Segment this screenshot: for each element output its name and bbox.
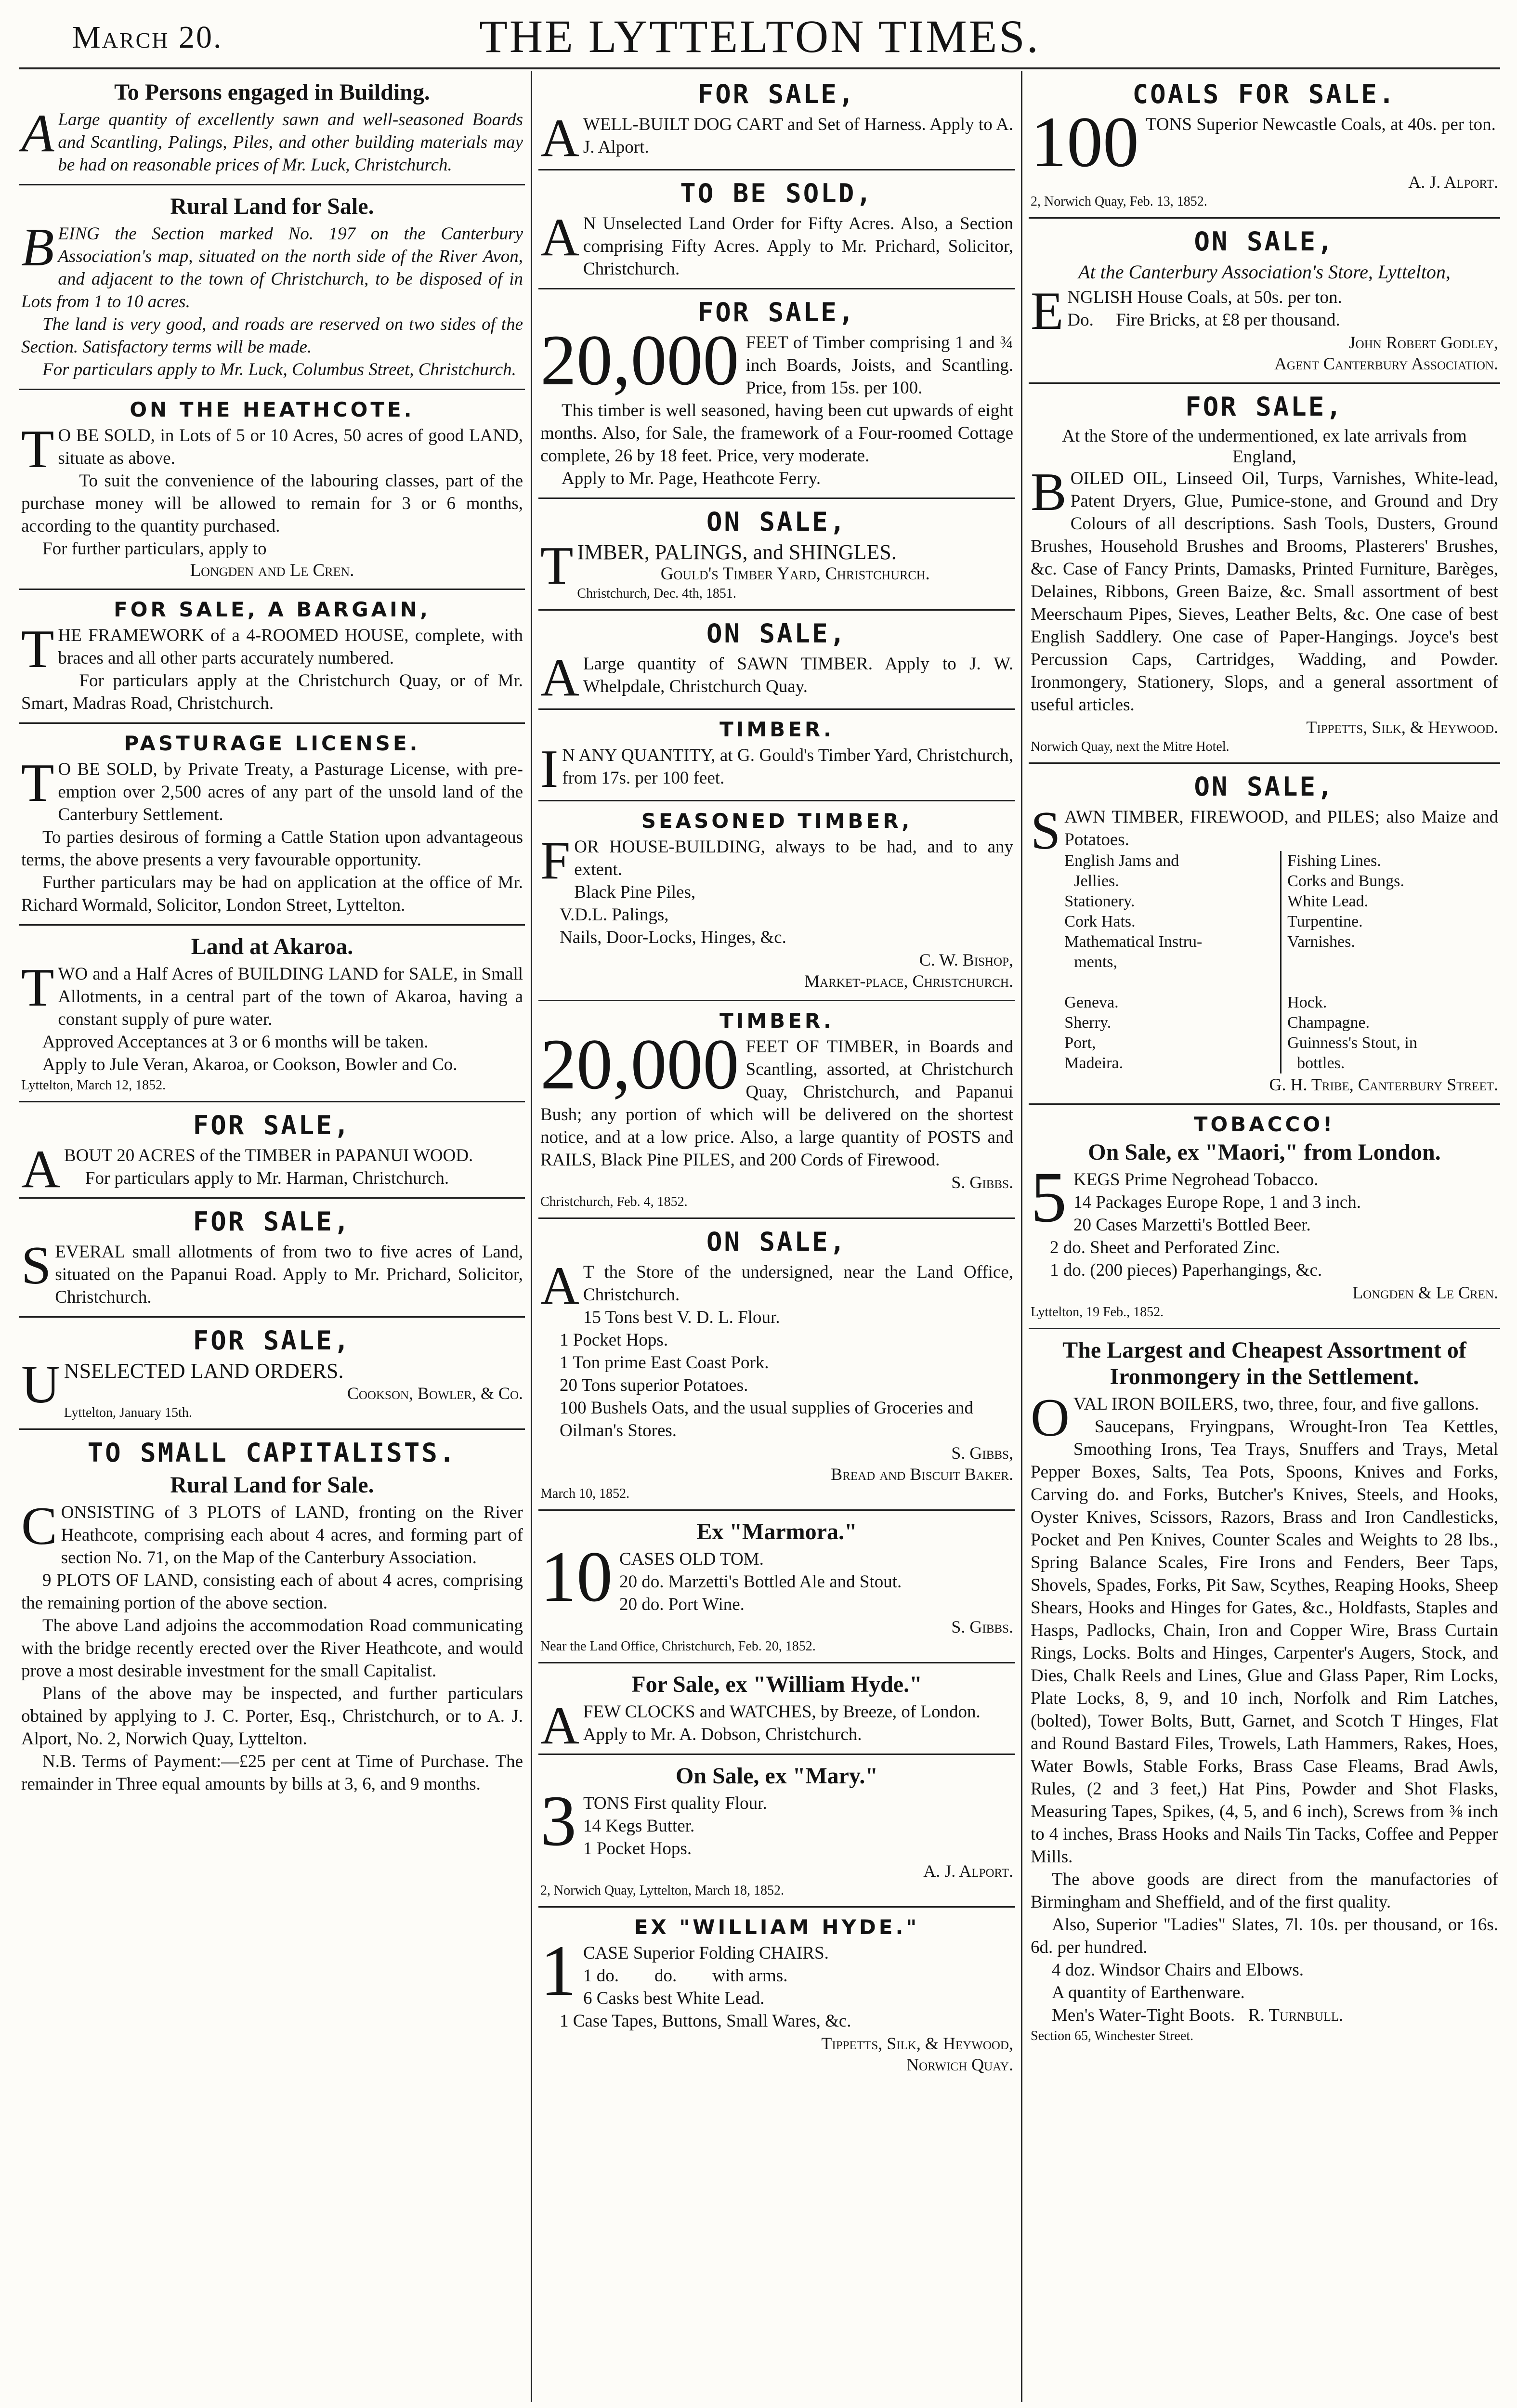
ad-body: Large quantity of SAWN TIMBER. Apply to J. W. Whelpdale, Christchurch Quay. bbox=[583, 654, 1013, 696]
ad-heading: To Persons engaged in Building. bbox=[114, 79, 430, 105]
drop-cap: U bbox=[21, 1355, 60, 1414]
ad-store-goods bbox=[1029, 384, 1500, 764]
ad-heading: Land at Akaroa. bbox=[191, 934, 353, 959]
ad-signature: Tippetts, Silk, & Heywood. bbox=[1306, 718, 1498, 737]
goods-table-left bbox=[1064, 851, 1282, 1073]
ad-body: HE FRAMEWORK of a 4-ROOMED HOUSE, complete, with braces and all other parts accurately numbered. bbox=[58, 626, 523, 668]
ad-heading: TIMBER. bbox=[719, 718, 834, 741]
ad-body: EVERAL small allotments of from two to five acres of Land, situated on the Papanui Road. Apply to Mr. Prichard, Solicitor, Christchurch. bbox=[55, 1242, 523, 1307]
ad-heading: Rural Land for Sale. bbox=[170, 194, 374, 219]
ad-heading: ON SALE, bbox=[706, 1227, 848, 1257]
list-item: 15 Tons best V. D. L. Flour. bbox=[583, 1308, 780, 1327]
ad-body: The above Land adjoins the accommodation Road communicating with the bridge recently erected over the River Heathcote, and would prove a most desirable investment for the small Capitalist. bbox=[21, 1616, 523, 1681]
ad-heading: FOR SALE, bbox=[193, 1110, 352, 1140]
ad-heading: ON THE HEATHCOTE. bbox=[130, 398, 415, 421]
ad-signature: S. Gibbs, bbox=[951, 1443, 1013, 1463]
ad-dog-cart bbox=[538, 71, 1015, 170]
ad-body: The above goods are direct from the manufactories of Birmingham and Sheffield, and of the first quality. bbox=[1031, 1870, 1498, 1912]
drop-cap: A bbox=[540, 1696, 579, 1755]
ad-body: To parties desirous of forming a Cattle Station upon advantageous terms, the above presents a very favourable opportunity. bbox=[21, 827, 523, 870]
ad-heading: FOR SALE, bbox=[193, 1206, 352, 1237]
ad-body: Further particulars may be had on application at the office of Mr. Richard Wormald, Solicitor, London Street, Lyttelton. bbox=[21, 873, 523, 915]
ad-body: This timber is well seasoned, having been cut upwards of eight months. Also, for Sale, the framework of a Four-roomed Cottage complete, 26 by 18 feet. Price, very moderate. bbox=[540, 401, 1013, 466]
drop-cap: S bbox=[1031, 801, 1061, 861]
ad-body: FEET of Timber comprising 1 and ¾ inch Boards, Joists, and Scantling. Price, from 15s. per 100. bbox=[745, 333, 1013, 398]
drop-cap: T bbox=[21, 753, 54, 813]
list-item: Stationery. bbox=[1064, 892, 1135, 910]
ad-date: Christchurch, Dec. 4th, 1851. bbox=[577, 586, 736, 601]
drop-cap: E bbox=[1031, 281, 1064, 341]
drop-cap: A bbox=[21, 104, 54, 163]
ad-heathcote bbox=[19, 390, 525, 590]
ad-body: N ANY QUANTITY, at G. Gould's Timber Yard, Christchurch, from 17s. per 100 feet. bbox=[562, 746, 1013, 788]
list-item: Corks and Bungs. bbox=[1287, 872, 1404, 890]
ad-body: OR HOUSE-BUILDING, always to be had, and to any extent. bbox=[574, 837, 1013, 879]
ad-coals bbox=[1029, 71, 1500, 219]
ad-date: Lyttelton, March 12, 1852. bbox=[21, 1078, 166, 1093]
ad-heading: FOR SALE, bbox=[193, 1325, 352, 1356]
ad-body bbox=[1031, 2004, 1498, 2027]
ad-signature: Longden and Le Cren. bbox=[190, 561, 354, 580]
list-item: 2 do. Sheet and Perforated Zinc. bbox=[1050, 1238, 1280, 1257]
ad-body: N Unselected Land Order for Fifty Acres. Also, a Section comprising Fifty Acres. Apply to Mr. Prichard, Solicitor, Christchurch. bbox=[583, 214, 1013, 279]
ad-body: Apply to Mr. Page, Heathcote Ferry. bbox=[562, 469, 821, 488]
ad-heading: Ex "Marmora." bbox=[696, 1519, 857, 1544]
ad-heading: TO BE SOLD, bbox=[680, 178, 874, 209]
ad-body: TONS Superior Newcastle Coals, at 40s. per ton. bbox=[1146, 115, 1496, 134]
drop-cap: F bbox=[540, 831, 571, 890]
list-item: Cork Hats. bbox=[1064, 913, 1136, 930]
list-item: 20 do. Marzetti's Bottled Ale and Stout. bbox=[619, 1572, 902, 1592]
ad-land-order bbox=[538, 170, 1015, 289]
ad-heading: FOR SALE, bbox=[1185, 392, 1344, 422]
masthead bbox=[19, 0, 1500, 69]
big-number: 1 bbox=[540, 1931, 576, 2011]
list-item: Nails, Door-Locks, Hinges, &c. bbox=[560, 928, 786, 947]
list-item: 6 Casks best White Lead. bbox=[583, 1989, 765, 2008]
ad-heading: SEASONED TIMBER, bbox=[641, 809, 913, 833]
list-item: 1 Ton prime East Coast Pork. bbox=[560, 1353, 769, 1373]
ad-signature-title: Agent Canterbury Association. bbox=[1274, 354, 1498, 373]
ad-papanui-timber bbox=[19, 1102, 525, 1199]
ad-signature: Longden & Le Cren. bbox=[1352, 1283, 1498, 1302]
ad-english-coals bbox=[1029, 219, 1500, 384]
ad-bargain bbox=[19, 590, 525, 724]
ad-heading: ON SALE, bbox=[706, 507, 848, 537]
list-item bbox=[1287, 952, 1498, 972]
ad-body: Apply to Mr. A. Dobson, Christchurch. bbox=[583, 1725, 862, 1744]
list-item: Geneva. bbox=[1064, 994, 1119, 1011]
ad-marmora bbox=[538, 1511, 1015, 1663]
drop-cap: C bbox=[21, 1496, 57, 1556]
goods-table-right bbox=[1282, 851, 1498, 1073]
goods-table bbox=[1064, 851, 1498, 1073]
ad-gibbs-store bbox=[538, 1219, 1015, 1511]
list-item: Fishing Lines. bbox=[1287, 852, 1381, 870]
ad-body: 4 doz. Windsor Chairs and Elbows. bbox=[1052, 1960, 1304, 1980]
ad-signature: C. W. Bishop, bbox=[919, 950, 1013, 969]
ad-body: A quantity of Earthenware. bbox=[1052, 1983, 1245, 2002]
list-item: Champagne. bbox=[1287, 1014, 1370, 1032]
drop-cap: S bbox=[21, 1236, 52, 1296]
ad-body: OILED OIL, Linseed Oil, Turps, Varnishes, White-lead, Patent Dryers, Glue, Pumice-stone, and Ground and Dry Colours of all descriptions. Sash Tools, Dusters, Ground Brushes, Household Brushes and Brooms, Plasterers' Brushes, &c. Case of Fancy Prints, Damasks, Printed Furniture, Barèges, Delaines, Ribbons, Green Baize, &c. Small assortment of best Meerschaum Pipes, Sieves, Leather Belts, &c. One case of best English Saddlery. One case of Paper-Hangings. Joyce's best Percussion Caps, Cartridges, Wadding, and Powder. Ironmongery, Stationery, Slops, and a general assortment of useful articles. bbox=[1031, 469, 1498, 715]
ad-body: 9 PLOTS OF LAND, consisting each of about 4 acres, comprising the remaining portion of the above section. bbox=[21, 1570, 523, 1613]
ad-land-orders bbox=[19, 1318, 525, 1430]
ad-body: For particulars apply to Mr. Harman, Christchurch. bbox=[85, 1168, 449, 1188]
ad-signature: Tippetts, Silk, & Heywood, bbox=[821, 2034, 1013, 2053]
list-item: Black Pine Piles, bbox=[574, 882, 696, 902]
ad-heading: FOR SALE, bbox=[697, 79, 856, 109]
ad-heading: EX "WILLIAM HYDE." bbox=[634, 1915, 920, 1939]
list-item: Madeira. bbox=[1064, 1054, 1124, 1072]
drop-cap: A bbox=[540, 648, 579, 707]
ad-body: Plans of the above may be inspected, and further particulars obtained by applying to J. C. Porter, Esq., Christchurch, or to A. J. Alport, No. 2, Norwich Quay, Lyttelton. bbox=[21, 1684, 523, 1749]
big-number: 20,000 bbox=[540, 1024, 739, 1104]
ad-body: For further particulars, apply to bbox=[42, 539, 267, 559]
list-item: 1 do. do. with arms. bbox=[583, 1966, 788, 1986]
ad-allotments bbox=[19, 1199, 525, 1318]
column-1 bbox=[19, 71, 525, 2402]
ad-signature: S. Gibbs. bbox=[951, 1173, 1013, 1192]
list-item: Mathematical Instru- bbox=[1064, 933, 1203, 951]
drop-cap: B bbox=[21, 218, 54, 277]
drop-cap: T bbox=[21, 619, 54, 679]
ad-signature-address: Norwich Quay. bbox=[906, 2055, 1013, 2074]
ad-body: CASE Superior Folding CHAIRS. bbox=[583, 1943, 829, 1963]
ad-subheading: On Sale, ex "Maori," from London. bbox=[1088, 1139, 1441, 1165]
ad-heading: TOBACCO! bbox=[1193, 1112, 1335, 1136]
ad-date: 2, Norwich Quay, Lyttelton, March 18, 1852. bbox=[540, 1883, 784, 1898]
list-item: Varnishes. bbox=[1287, 933, 1355, 951]
drop-cap: T bbox=[21, 958, 54, 1018]
drop-cap: I bbox=[540, 739, 559, 799]
ad-signature: Cookson, Bowler, & Co. bbox=[347, 1384, 523, 1403]
ad-tobacco bbox=[1029, 1105, 1500, 1329]
ad-shingles bbox=[538, 499, 1015, 611]
big-number: 10 bbox=[540, 1537, 613, 1617]
drop-cap: A bbox=[540, 1256, 579, 1316]
ad-heading: The Largest and Cheapest Assortment of Ironmongery in the Settlement. bbox=[1062, 1337, 1466, 1389]
list-item: 14 Packages Europe Rope, 1 and 3 inch. bbox=[1073, 1192, 1361, 1212]
ad-signature: John Robert Godley, bbox=[1348, 333, 1498, 352]
list-item: Turpentine. bbox=[1287, 913, 1363, 930]
drop-cap: A bbox=[540, 208, 579, 267]
list-item: 1 Pocket Hops. bbox=[583, 1839, 692, 1858]
ad-subheading: Rural Land for Sale. bbox=[170, 1472, 374, 1498]
ad-body: CASES OLD TOM. bbox=[619, 1549, 764, 1569]
ad-date: Lyttelton, January 15th. bbox=[64, 1405, 192, 1420]
list-item: Hock. bbox=[1287, 994, 1327, 1011]
list-item bbox=[1287, 972, 1498, 993]
ad-signature: A. J. Alport. bbox=[1408, 172, 1498, 192]
ad-body: ONSISTING of 3 PLOTS of LAND, fronting on the River Heathcote, comprising each about 4 acres, and forming part of section No. 71, on the Map of the Canterbury Association. bbox=[61, 1503, 523, 1568]
ad-body: The land is very good, and roads are reserved on two sides of the Section. Satisfactory terms will be made. bbox=[21, 314, 523, 357]
list-item: Port, bbox=[1064, 1034, 1096, 1052]
ad-mary bbox=[538, 1755, 1015, 1908]
list-item bbox=[1064, 972, 1275, 993]
list-item: 100 Bushels Oats, and the usual supplies of Groceries and Oilman's Stores. bbox=[560, 1398, 974, 1440]
list-item: 1 Case Tapes, Buttons, Small Wares, &c. bbox=[560, 2011, 851, 2031]
ad-body-line: Men's Water-Tight Boots. bbox=[1052, 2005, 1235, 2025]
ad-body: Apply to Jule Veran, Akaroa, or Cookson, Bowler and Co. bbox=[42, 1055, 458, 1074]
ad-date: March 10, 1852. bbox=[540, 1486, 630, 1501]
list-item: 14 Kegs Butter. bbox=[583, 1816, 695, 1836]
ad-body: EING the Section marked No. 197 on the Canterbury Association's map, situated on the north side of the River Avon, and adjacent to the town of Christchurch, to be disposed of in Lots from 1 to 10 acres. bbox=[21, 224, 523, 312]
column-divider bbox=[1021, 71, 1022, 2402]
ad-heading: PASTURAGE LICENSE. bbox=[124, 732, 420, 755]
ad-heading: FOR SALE, bbox=[697, 297, 856, 327]
ad-body: O BE SOLD, in Lots of 5 or 10 Acres, 50 acres of good LAND, situate as above. bbox=[58, 426, 523, 468]
ad-signature-title: Bread and Biscuit Baker. bbox=[831, 1465, 1013, 1484]
ad-body: Do. Fire Bricks, at £8 per thousand. bbox=[1067, 310, 1340, 330]
ad-akaroa bbox=[19, 926, 525, 1102]
ad-body: For particulars apply to Mr. Luck, Columbus Street, Christchurch. bbox=[42, 360, 516, 380]
ad-date: Christchurch, Feb. 4, 1852. bbox=[540, 1194, 688, 1209]
ad-body: For particulars apply at the Christchurch Quay, or of Mr. Smart, Madras Road, Christchurch. bbox=[21, 671, 523, 713]
column-3 bbox=[1029, 71, 1500, 2402]
ad-date: Norwich Quay, next the Mitre Hotel. bbox=[1031, 739, 1229, 754]
ad-heading: TO SMALL CAPITALISTS. bbox=[87, 1438, 457, 1468]
ad-body: T the Store of the undersigned, near the Land Office, Christchurch. bbox=[583, 1262, 1013, 1305]
ad-date: Section 65, Winchester Street. bbox=[1031, 2028, 1194, 2043]
ad-heading: FOR SALE, A BARGAIN, bbox=[114, 598, 431, 621]
drop-cap: A bbox=[540, 108, 579, 168]
ad-heading: On Sale, ex "Mary." bbox=[676, 1763, 878, 1789]
big-number: 5 bbox=[1031, 1157, 1067, 1237]
ad-heading: ON SALE, bbox=[1194, 772, 1335, 802]
ad-heading: ON SALE, bbox=[706, 618, 848, 649]
column-2 bbox=[538, 71, 1015, 2402]
ad-heading: COALS FOR SALE. bbox=[1132, 79, 1397, 109]
big-number: 3 bbox=[540, 1781, 576, 1861]
ad-body: O BE SOLD, by Private Treaty, a Pasturage License, with pre-emption over 2,500 acres of any part of the unsold land of the Canterbury Settlement. bbox=[58, 759, 523, 824]
ad-body: NSELECTED LAND ORDERS. bbox=[64, 1359, 344, 1383]
ad-body: Saucepans, Fryingpans, Wrought-Iron Tea Kettles, Smoothing Irons, Tea Trays, Snuffers and Trays, Metal Pepper Boxes, Salts, Tea Pots, Spoons, Knives and Forks, Carving do. and Forks, Butcher's Knives, Steels, and Hooks, Oyster Knives, Scissors, Razors, Brass and Iron Candlesticks, Pocket and Pen Knives, Counter Scales and Weights to 28 lbs., Spring Balance Scales, Fire Irons and Fenders, Beer Taps, Shovels, Spades, Forks, Pit Saw, Scythes, Reaping Hooks, Sheep Shears, Hooks and Hinges for Gates, &c., Holdfasts, Staples and Hasps, Padlocks, Chain, Iron and Copper Wire, Brass Curtain Rings, Locks. Bolts and Hinges, Carpenter's Augers, Stock, and Dies, Chalk Reels and Lines, Glue and Glass Paper, Rim Locks, Plate Locks, 8, 9, and 10 inch, Norfolk and Rim Latches, (bolted), Tower Bolts, Butt, Garnet, and Scotch T Hinges, Flat and Round Bastard Files, Trowels, Lath Hammers, Rakes, Hoes, Water Bowls, Stable Forks, Brass Case Fleams, Brad Awls, Rules, (2 and 3 feet,) Hat Pins, Powder and Shot Flasks, Measuring Tapes, Spikes, (4, 5, and 6 inch), Screws from ⅜ inch to 4 inches, Brass Hooks and Nails Tin Tacks, Coffee and Pepper Mills. bbox=[1031, 1417, 1498, 1867]
ad-clocks bbox=[538, 1663, 1015, 1755]
drop-cap: A bbox=[21, 1139, 60, 1199]
newspaper-title: THE LYTTELTON TIMES. bbox=[479, 11, 1040, 62]
issue-date: March 20. bbox=[72, 20, 223, 55]
ad-ironmongery bbox=[1029, 1329, 1500, 2052]
ad-body: BOUT 20 ACRES of the TIMBER in PAPANUI WOOD. bbox=[64, 1146, 473, 1165]
list-item: 20 Cases Marzetti's Bottled Beer. bbox=[1073, 1215, 1311, 1235]
ad-subheading: At the Canterbury Association's Store, Lyttelton, bbox=[1078, 261, 1451, 283]
list-item: 1 do. (200 pieces) Paperhangings, &c. bbox=[1050, 1260, 1322, 1280]
ad-heading: For Sale, ex "William Hyde." bbox=[631, 1672, 922, 1697]
drop-cap: T bbox=[21, 419, 54, 479]
list-item: White Lead. bbox=[1287, 892, 1369, 910]
ad-body: WO and a Half Acres of BUILDING LAND for SALE, in Small Allotments, in a central part of the town of Akaroa, having a constant supply of pure water. bbox=[58, 964, 523, 1029]
ad-body: IMBER, PALINGS, and SHINGLES. bbox=[577, 540, 897, 564]
ad-body: VAL IRON BOILERS, two, three, four, and five gallons. bbox=[1073, 1394, 1479, 1414]
ad-rural-land bbox=[19, 185, 525, 390]
ad-intro: At the Store of the undermentioned, ex late arrivals from England, bbox=[1062, 426, 1467, 467]
ad-heading: TIMBER. bbox=[719, 1009, 834, 1033]
ad-body: Large quantity of excellently sawn and well-seasoned Boards and Scantling, Palings, Piles, and other building materials may be had on reasonable prices of Mr. Luck, Christchurch. bbox=[58, 110, 523, 175]
ad-body: N.B. Terms of Payment:—£25 per cent at Time of Purchase. The remainder in Three equal amounts by bills at 3, 6, and 9 months. bbox=[21, 1752, 523, 1794]
ad-small-capitalists bbox=[19, 1430, 525, 1803]
ad-sawn-timber bbox=[538, 611, 1015, 710]
ad-date: Lyttelton, 19 Feb., 1852. bbox=[1031, 1305, 1164, 1320]
list-item: English Jams and bbox=[1064, 852, 1179, 870]
ad-signature: A. J. Alport. bbox=[923, 1861, 1013, 1881]
list-item: Sherry. bbox=[1064, 1014, 1112, 1032]
ad-signature: G. H. Tribe, Canterbury Street. bbox=[1269, 1075, 1498, 1094]
list-item: 1 Pocket Hops. bbox=[560, 1330, 668, 1350]
ad-date: Near the Land Office, Christchurch, Feb. 20, 1852. bbox=[540, 1639, 816, 1654]
list-item: 20 do. Port Wine. bbox=[619, 1595, 745, 1614]
ad-pasturage bbox=[19, 724, 525, 926]
ad-body: FEW CLOCKS and WATCHES, by Breeze, of London. bbox=[583, 1702, 981, 1722]
drop-cap: B bbox=[1031, 462, 1067, 522]
list-item: Jellies. bbox=[1074, 872, 1119, 890]
ad-seasoned-timber bbox=[538, 801, 1015, 1001]
ad-timber-page bbox=[538, 289, 1015, 499]
ad-body: WELL-BUILT DOG CART and Set of Harness. Apply to A. J. Alport. bbox=[583, 115, 1013, 157]
ad-chairs bbox=[538, 1908, 1015, 2083]
ad-timber-gould bbox=[538, 710, 1015, 801]
ad-body: KEGS Prime Negrohead Tobacco. bbox=[1073, 1170, 1319, 1190]
ad-signature: R. Turnbull. bbox=[1248, 2005, 1344, 2025]
list-item: ments, bbox=[1074, 953, 1118, 971]
ad-body: Approved Acceptances at 3 or 6 months will be taken. bbox=[42, 1032, 429, 1052]
big-number: 20,000 bbox=[540, 320, 739, 400]
newspaper-page bbox=[19, 0, 1500, 2408]
ad-tribe bbox=[1029, 764, 1500, 1105]
ad-body: Also, Superior "Ladies" Slates, 7l. 10s. per thousand, or 16s. 6d. per hundred. bbox=[1031, 1915, 1498, 1957]
big-number: 100 bbox=[1031, 102, 1139, 182]
ad-body: To suit the convenience of the labouring classes, part of the purchase money will be allowed to remain for 3 or 6 months, according to the quantity purchased. bbox=[21, 471, 523, 536]
list-item: 20 Tons superior Potatoes. bbox=[560, 1375, 748, 1395]
ad-signature: Gould's Timber Yard, Christchurch. bbox=[660, 564, 930, 584]
ad-signature: S. Gibbs. bbox=[951, 1617, 1013, 1636]
drop-cap: T bbox=[540, 536, 574, 596]
list-item: Guinness's Stout, in bbox=[1287, 1034, 1417, 1052]
ad-building-materials bbox=[19, 71, 525, 185]
list-item: V.D.L. Palings, bbox=[560, 905, 669, 925]
ad-signature-address: Market-place, Christchurch. bbox=[804, 971, 1013, 991]
ad-body: FEET OF TIMBER, in Boards and Scantling, assorted, at Christchurch Quay, Christchurch, and Papanui Bush; any portion of which will be delivered on the shortest notice, and at a low price. Also, a large quantity of POSTS and RAILS, Black Pine PILES, and 200 Cords of Firewood. bbox=[540, 1037, 1013, 1170]
ad-body: AWN TIMBER, FIREWOOD, and PILES; also Maize and Potatoes. bbox=[1064, 807, 1498, 850]
ad-heading: ON SALE, bbox=[1194, 226, 1335, 257]
list-item: bottles. bbox=[1297, 1054, 1345, 1072]
ad-body: TONS First quality Flour. bbox=[583, 1793, 767, 1813]
drop-cap: O bbox=[1031, 1388, 1070, 1448]
column-divider bbox=[531, 71, 532, 2402]
ad-timber-gibbs bbox=[538, 1001, 1015, 1219]
ad-date: 2, Norwich Quay, Feb. 13, 1852. bbox=[1031, 194, 1207, 209]
ad-body: NGLISH House Coals, at 50s. per ton. bbox=[1067, 288, 1342, 307]
